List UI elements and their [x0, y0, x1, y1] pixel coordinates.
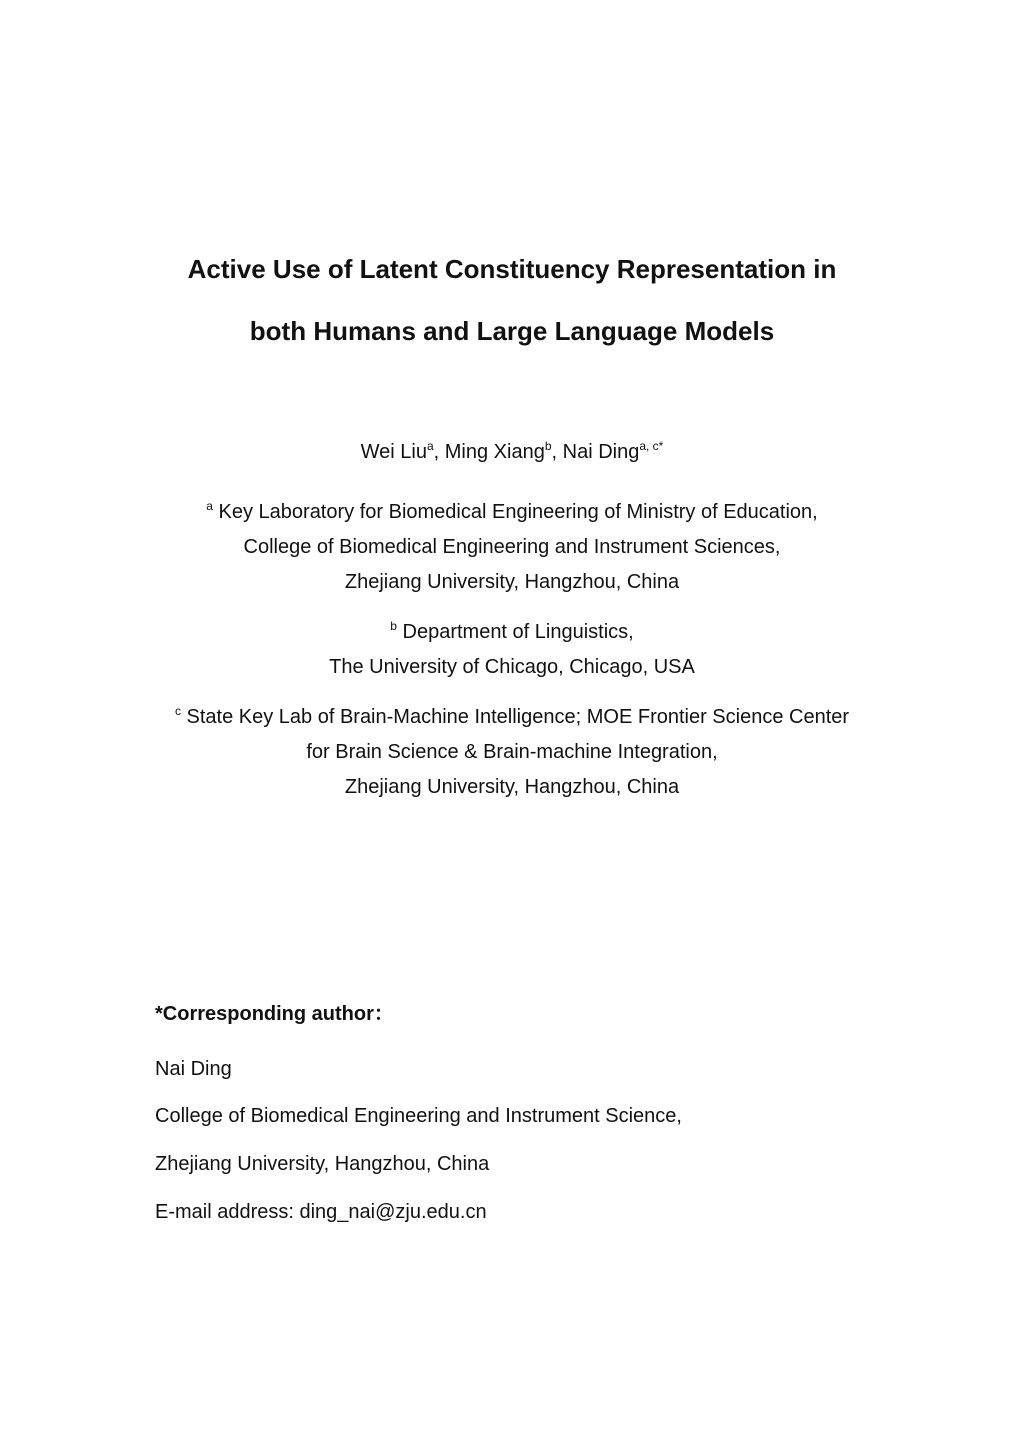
corresponding-author-name: Nai Ding [155, 1058, 232, 1080]
author-name: Wei Liu [360, 441, 427, 463]
author-affiliation-mark: a, c* [639, 439, 664, 453]
affiliation-mark: a [206, 499, 213, 513]
paper-title-line-1: Active Use of Latent Constituency Representation in [187, 254, 837, 284]
corresponding-author-university: Zhejiang University, Hangzhou, China [155, 1153, 490, 1175]
affiliation-b-line-1 [0, 619, 1024, 645]
affiliation-c-line-2: for Brain Science & Brain-machine Integration, [306, 741, 718, 763]
author-list [0, 439, 1024, 465]
author-separator: , [551, 441, 563, 463]
affiliation-c-line-3: Zhejiang University, Hangzhou, China [344, 776, 680, 798]
paper-title-line-2: both Humans and Large Language Models [249, 316, 775, 346]
affiliation-a-line-2: College of Biomedical Engineering and Instrument Sciences, [243, 536, 781, 558]
affiliation-a-line-3: Zhejiang University, Hangzhou, China [344, 571, 680, 593]
affiliation-text: Department of Linguistics, [402, 621, 634, 643]
affiliation-a-line-1 [0, 499, 1024, 525]
affiliation-c-line-1 [0, 704, 1024, 730]
corresponding-author-heading: *Corresponding author： [155, 1003, 394, 1025]
affiliation-text: State Key Lab of Brain-Machine Intelligence; MOE Frontier Science Center [186, 706, 850, 728]
author-affiliation-mark: b [544, 439, 552, 453]
corresponding-author-email[interactable]: E-mail address: ding_nai@zju.edu.cn [155, 1201, 487, 1223]
affiliation-mark: b [390, 619, 397, 633]
affiliation-text: Key Laboratory for Biomedical Engineering of Ministry of Education, [218, 501, 818, 523]
author-separator: , [433, 441, 445, 463]
author-name: Nai Ding [562, 441, 640, 463]
affiliation-mark: c [174, 704, 181, 718]
corresponding-author-college: College of Biomedical Engineering and Instrument Science, [155, 1105, 682, 1127]
affiliation-b-line-2: The University of Chicago, Chicago, USA [329, 656, 695, 678]
author-affiliation-mark: a [426, 439, 434, 453]
author-name: Ming Xiang [444, 441, 545, 463]
